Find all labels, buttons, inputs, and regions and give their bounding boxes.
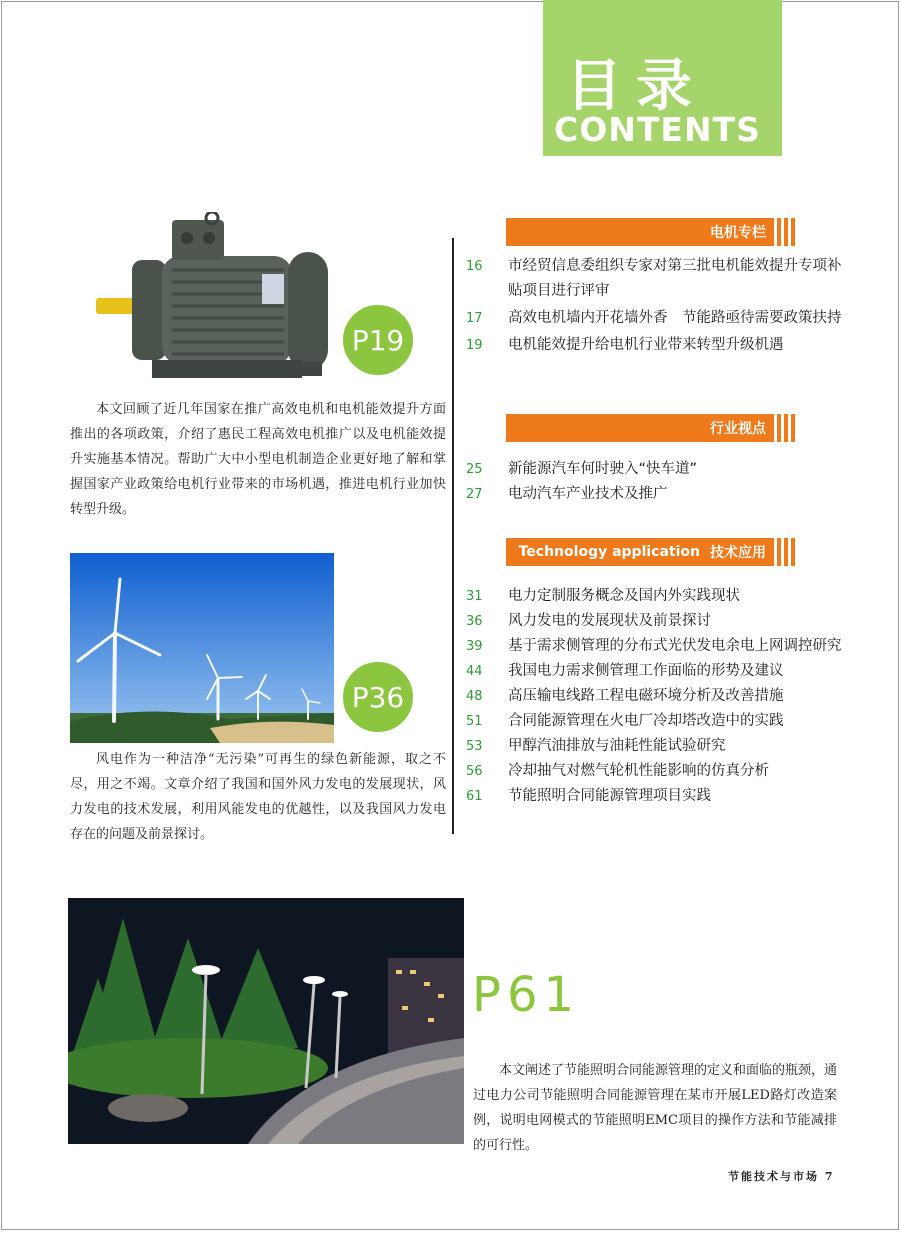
toc-title: 冷却抽气对燃气轮机性能影响的仿真分析 — [508, 763, 769, 779]
p61-label: P61 — [472, 967, 581, 1023]
toc-title: 新能源汽车何时驶入“快车道” — [508, 461, 698, 477]
toc-title: 节能照明合同能源管理项目实践 — [508, 788, 711, 804]
toc-page: 61 — [466, 789, 483, 804]
toc-entry[interactable] — [466, 734, 846, 759]
toc-title: 高效电机墙内开花墙外香 节能路亟待需要政策扶持 — [508, 310, 842, 326]
toc-entry[interactable] — [466, 759, 846, 784]
section-header-industry — [506, 414, 774, 442]
toc-entry[interactable] — [466, 609, 846, 634]
toc-section-industry — [466, 457, 846, 507]
toc-title: 我国电力需求侧管理工作面临的形势及建议 — [508, 663, 784, 679]
toc-title: 甲醇汽油排放与油耗性能试验研究 — [508, 738, 726, 754]
toc-entry[interactable] — [466, 684, 846, 709]
section-bars-icon — [777, 414, 797, 442]
night-lighting-image — [68, 898, 464, 1144]
toc-title: 高压输电线路工程电磁环境分析及改善措施 — [508, 688, 784, 704]
toc-title: 电动汽车产业技术及推广 — [508, 486, 668, 502]
toc-entry[interactable] — [466, 254, 846, 304]
footer — [728, 1168, 835, 1184]
toc-page: 27 — [466, 487, 483, 502]
section-bars-icon — [777, 538, 797, 566]
toc-entry[interactable] — [466, 457, 846, 482]
section-label-cn: 电机专栏 — [710, 225, 766, 241]
toc-page: 19 — [466, 338, 483, 353]
toc-section-motor — [466, 254, 846, 358]
toc-entry[interactable] — [466, 333, 846, 358]
toc-entry[interactable] — [466, 306, 846, 331]
toc-section-technology — [466, 584, 846, 809]
toc-page: 51 — [466, 714, 483, 729]
motor-summary: 本文回顾了近几年国家在推广高效电机和电机能效提升方面推出的各项政策，介绍了惠民工程高效电机推广以及电机能效提升实施基本情况。帮助广大中小型电机制造企业更好地了解和掌握国家产业政策给电机行业带来的市场机遇，推进电机行业加快转型升级。 — [70, 402, 446, 517]
toc-page: 36 — [466, 614, 483, 629]
toc-page: 31 — [466, 589, 483, 604]
section-label-cn: 行业视点 — [710, 421, 766, 437]
toc-title: 基于需求侧管理的分布式光伏发电余电上网调控研究 — [508, 638, 842, 654]
p19-badge: P19 — [341, 303, 415, 377]
toc-title: 市经贸信息委组织专家对第三批电机能效提升专项补贴项目进行评审 — [508, 258, 842, 299]
journal-name: 节能技术与市场 — [728, 1170, 819, 1183]
toc-page: 56 — [466, 764, 483, 779]
toc-page: 17 — [466, 311, 483, 326]
wind-summary: 风电作为一种洁净“无污染”可再生的绿色新能源，取之不尽，用之不竭。文章介绍了我国和国外风力发电的发展现状，风力发电的技术发展，利用风能发电的优越性，以及我国风力发电存在的问题及前景探讨。 — [70, 752, 446, 842]
section-header-technology — [506, 538, 774, 566]
toc-page: 25 — [466, 462, 483, 477]
section-bars-icon — [777, 218, 797, 246]
title-en: CONTENTS — [554, 110, 761, 149]
toc-page: 48 — [466, 689, 483, 704]
title-cn: 目录 — [566, 54, 706, 119]
wind-turbine-image — [70, 553, 334, 743]
toc-page: 39 — [466, 639, 483, 654]
toc-entry[interactable] — [466, 634, 846, 659]
section-header-motor — [506, 218, 774, 246]
motor-image — [92, 212, 392, 392]
column-divider — [452, 238, 454, 834]
toc-title: 电机能效提升给电机行业带来转型升级机遇 — [508, 337, 784, 353]
toc-entry[interactable] — [466, 659, 846, 684]
toc-entry[interactable] — [466, 584, 846, 609]
lighting-summary: 本文阐述了节能照明合同能源管理的定义和面临的瓶颈，通过电力公司节能照明合同能源管理在某市开展LED路灯改造案例，说明电网模式的节能照明EMC项目的操作方法和节能减排的可行性。 — [473, 1063, 838, 1153]
toc-entry[interactable] — [466, 482, 846, 507]
toc-entry[interactable] — [466, 784, 846, 809]
p36-badge: P36 — [341, 660, 415, 734]
section-label-cn: 技术应用 — [710, 545, 766, 561]
toc-title: 风力发电的发展现状及前景探讨 — [508, 613, 711, 629]
toc-page: 44 — [466, 664, 483, 679]
page-number: 7 — [824, 1170, 835, 1183]
toc-title: 合同能源管理在火电厂冷却塔改造中的实践 — [508, 713, 784, 729]
toc-page: 16 — [466, 259, 483, 274]
section-label-en: Technology application — [518, 544, 700, 560]
toc-entry[interactable] — [466, 709, 846, 734]
toc-page: 53 — [466, 739, 483, 754]
toc-title: 电力定制服务概念及国内外实践现状 — [508, 588, 740, 604]
